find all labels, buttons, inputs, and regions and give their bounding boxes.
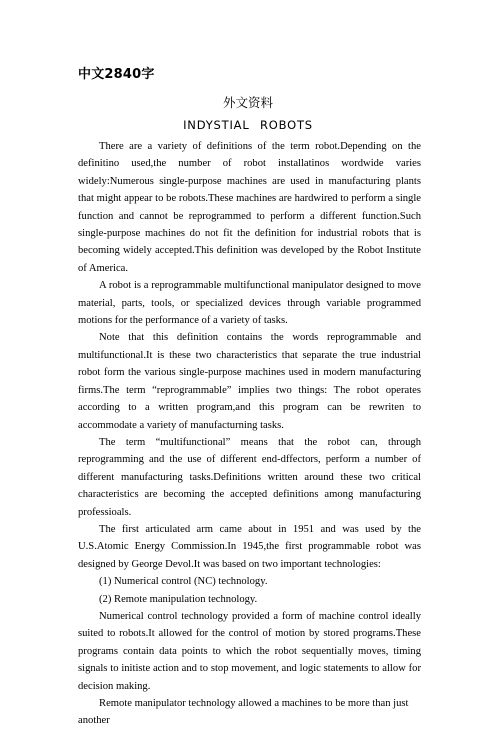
paragraph: The term “multifunctional” means that the robot can, through reprogramming and the use of different end-dffectors, perform a number of different manufacturing tasks.Definitions written around these two critical characteristics are becoming the accepted definitions among manufacturing professioals. [78, 436, 421, 518]
paragraph: The first articulated arm came about in 1951 and was used by the U.S.Atomic Energy Commission.In 1945,the first programmable robot was designed by George Devol.It was based on two important technologies: [78, 523, 421, 570]
paragraph: Remote manipulator technology allowed a machines to be more than just another [78, 698, 409, 727]
paragraph: Numerical control technology provided a form of machine control ideally suited to robots.It allowed for the control of motion by stored programs.These programs contain data points to which the robot sequentially moves, timing signals to initiste action and to stop movement, and logic statements to allow for decision making. [78, 610, 421, 692]
paragraph: There are a variety of definitions of the term robot.Depending on the definitino used,the number of robot installatinos wordwide varies widely:Numerous single-purpose machines are used in manufacturing plants that might appear to be robots.These machines are hardwired to perform a single function and cannot be reprogrammed to perform a different function.Such single-purpose machines do not fit the definition for industrial robots that is becoming widely accepted.This definition was developed by the Robot Institute of America. [78, 141, 421, 274]
list-item: (1) Numerical control (NC) technology. [99, 576, 268, 588]
word-count-header: 中文2840字 [78, 67, 155, 82]
paragraph: A robot is a reprogrammable multifunctional manipulator designed to move material, parts, tools, or specialized devices through variable programmed motions for the performance of a variety of tasks. [78, 280, 421, 327]
body-text [78, 138, 421, 730]
section-subtitle: 外文资料 [222, 95, 273, 110]
paragraph: Note that this definition contains the words reprogrammable and multifunctional.It is these two characteristics that separate the true industrial robot form the various single-purpose machines used in modern manufacturing firms.The term “reprogrammable” implies two things: The robot operates according to a written program,and this program can be rewriten to accommodate a variety of manufacturning tasks. [78, 332, 421, 431]
document-title: INDYSTIAL ROBOTS [183, 118, 313, 132]
list-item: (2) Remote manipulation technology. [99, 593, 258, 605]
